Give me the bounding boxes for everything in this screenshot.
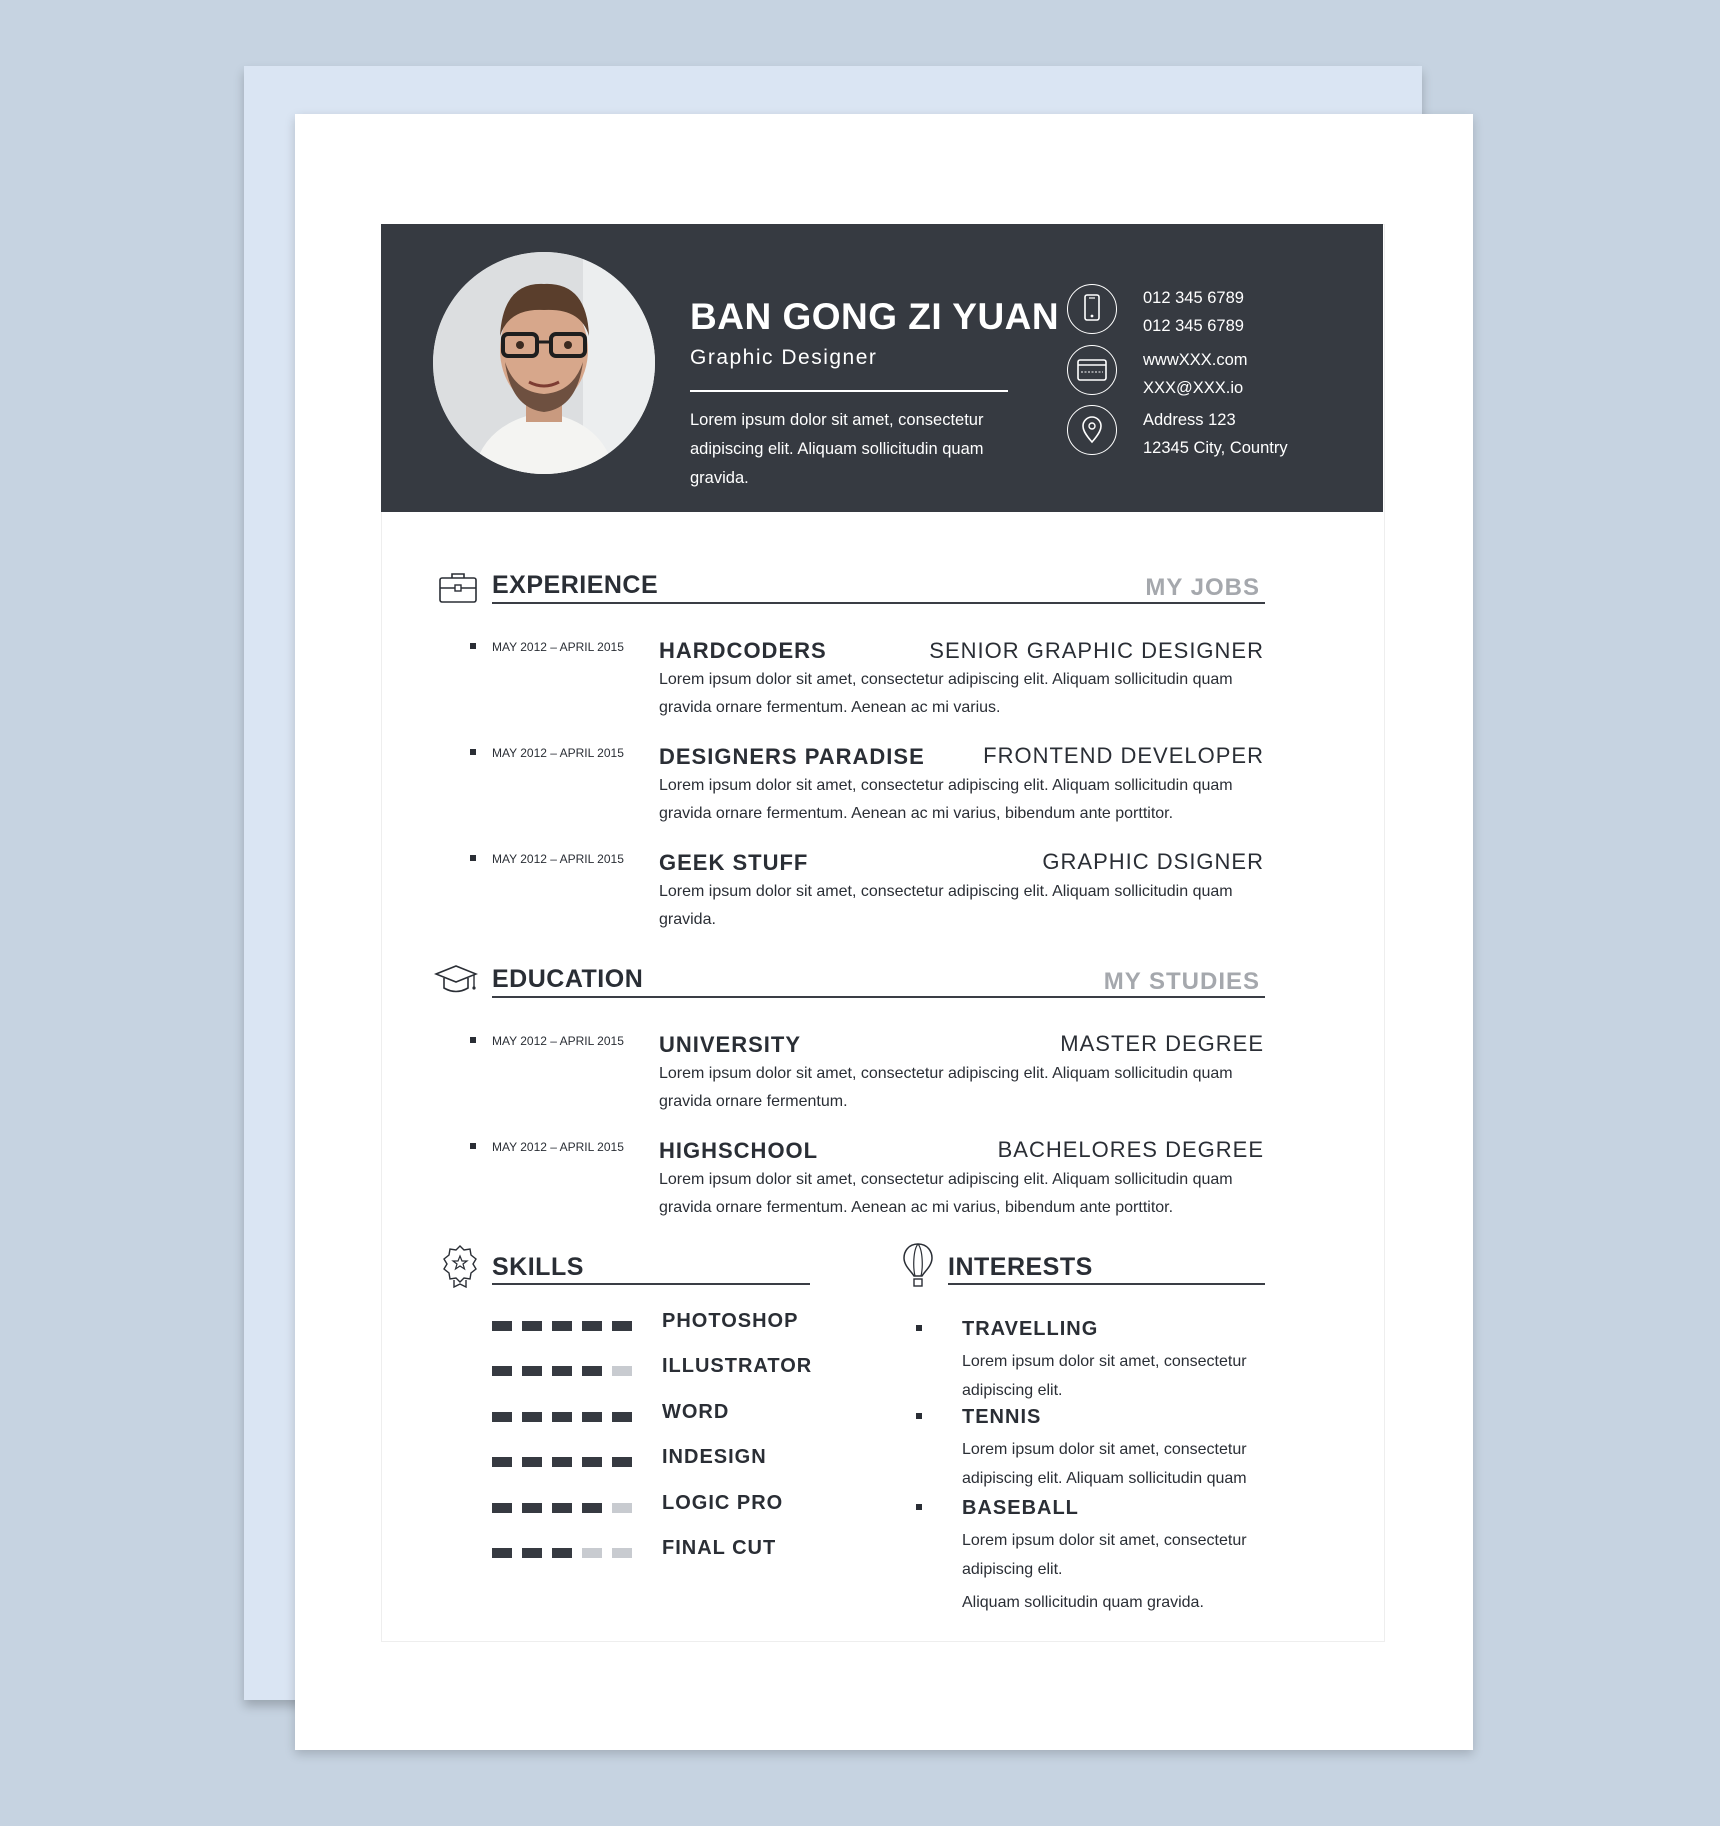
contact-email: XXX@XXX.io [1143, 379, 1244, 397]
contact-phone-line2: 012 345 6789 [1143, 317, 1244, 335]
interests-divider [948, 1283, 1265, 1285]
contact-address-line2: 12345 City, Country [1143, 439, 1288, 457]
skill-level-segment-filled [522, 1366, 542, 1376]
entry-bullet [470, 749, 476, 755]
contact-address-line1: Address 123 [1143, 411, 1236, 429]
skill-level-segment-empty [612, 1366, 632, 1376]
skill-level-segment-filled [522, 1457, 542, 1467]
person-role: Graphic Designer [690, 346, 878, 369]
contact-phone-line1: 012 345 6789 [1143, 289, 1244, 307]
skill-level-segment-filled [492, 1321, 512, 1331]
entry-bullet [470, 1037, 476, 1043]
briefcase-icon [438, 570, 478, 604]
skill-level-segment-filled [582, 1366, 602, 1376]
entry-role: BACHELORES DEGREE [997, 1137, 1264, 1162]
education-subtitle: MY STUDIES [1103, 968, 1260, 995]
skill-level-segment-filled [582, 1457, 602, 1467]
header-divider [690, 390, 1008, 392]
interest-description: Lorem ipsum dolor sit amet, consectetur adipiscing elit. [962, 1353, 1247, 1399]
skill-level-segment-filled [612, 1321, 632, 1331]
skill-name: FINAL CUT [662, 1537, 777, 1559]
experience-subtitle: MY JOBS [1145, 574, 1260, 601]
entry-role: MASTER DEGREE [1060, 1031, 1264, 1056]
skill-level-segment-filled [582, 1412, 602, 1422]
profile-summary: Lorem ipsum dolor sit amet, consectetur adipiscing elit. Aliquam sollicitudin quam gravida. [690, 411, 984, 487]
skill-level-segment-filled [552, 1412, 572, 1422]
education-divider [492, 996, 1265, 998]
skill-name: PHOTOSHOP [662, 1310, 799, 1332]
contact-website: wwwXXX.com [1143, 351, 1248, 369]
entry-description: Lorem ipsum dolor sit amet, consectetur adipiscing elit. Aliquam sollicitudin quam gravida ornare fermentum. Aenean ac mi varius, bibendum ante porttitor. [659, 777, 1233, 822]
skill-level-segment-filled [552, 1503, 572, 1513]
entry-title: HARDCODERS [659, 638, 827, 663]
interest-bullet [916, 1504, 922, 1510]
interests-title: INTERESTS [948, 1253, 1093, 1281]
contact-address [1143, 406, 1288, 462]
interest-description: Lorem ipsum dolor sit amet, consectetur adipiscing elit. Aliquam sollicitudin quam [962, 1441, 1247, 1487]
skill-level-segment-empty [582, 1548, 602, 1558]
skill-level-segment-filled [612, 1457, 632, 1467]
hot-air-balloon-icon [902, 1242, 934, 1288]
contact-web [1143, 346, 1248, 402]
interest-title: BASEBALL [962, 1497, 1079, 1519]
skill-level-segment-filled [492, 1503, 512, 1513]
skill-name: WORD [662, 1401, 730, 1423]
skills-divider [492, 1283, 810, 1285]
graduation-cap-icon [434, 962, 478, 998]
experience-title: EXPERIENCE [492, 571, 659, 599]
entry-role: SENIOR GRAPHIC DESIGNER [929, 638, 1264, 663]
skill-level-segment-filled [492, 1457, 512, 1467]
skill-level-segment-filled [552, 1457, 572, 1467]
skill-level-segment-empty [612, 1548, 632, 1558]
entry-title: UNIVERSITY [659, 1032, 802, 1057]
entry-date: MAY 2012 – APRIL 2015 [492, 640, 624, 654]
skill-level-segment-filled [552, 1321, 572, 1331]
entry-date: MAY 2012 – APRIL 2015 [492, 1140, 624, 1154]
entry-bullet [470, 643, 476, 649]
skills-title: SKILLS [492, 1253, 584, 1281]
entry-role: FRONTEND DEVELOPER [983, 743, 1264, 768]
skill-name: ILLUSTRATOR [662, 1355, 813, 1377]
skill-level-segment-filled [492, 1548, 512, 1558]
interest-bullet [916, 1413, 922, 1419]
phone-icon [1067, 284, 1117, 334]
interest-title: TRAVELLING [962, 1318, 1099, 1340]
entry-description: Lorem ipsum dolor sit amet, consectetur adipiscing elit. Aliquam sollicitudin quam gravida ornare fermentum. [659, 1065, 1233, 1110]
resume-header [381, 224, 1383, 512]
experience-divider [492, 602, 1265, 604]
skill-name: LOGIC PRO [662, 1492, 784, 1514]
skill-level-segment-filled [522, 1412, 542, 1422]
entry-date: MAY 2012 – APRIL 2015 [492, 852, 624, 866]
entry-description: Lorem ipsum dolor sit amet, consectetur adipiscing elit. Aliquam sollicitudin quam gravida ornare fermentum. Aenean ac mi varius. [659, 671, 1233, 716]
interest-title: TENNIS [962, 1406, 1042, 1428]
entry-title: GEEK STUFF [659, 850, 809, 875]
entry-description: Lorem ipsum dolor sit amet, consectetur adipiscing elit. Aliquam sollicitudin quam gravida. [659, 883, 1233, 928]
education-title: EDUCATION [492, 965, 644, 993]
person-name: BAN GONG ZI YUAN [690, 296, 1060, 337]
entry-title: HIGHSCHOOL [659, 1138, 819, 1163]
skill-level-segment-filled [552, 1366, 572, 1376]
skill-level-segment-empty [612, 1503, 632, 1513]
web-icon [1067, 345, 1117, 395]
contact-phone [1143, 284, 1244, 340]
interest-description: Lorem ipsum dolor sit amet, consectetur adipiscing elit. [962, 1532, 1247, 1578]
entry-description: Lorem ipsum dolor sit amet, consectetur adipiscing elit. Aliquam sollicitudin quam gravida ornare fermentum. Aenean ac mi varius, bibendum ante porttitor. [659, 1171, 1233, 1216]
skill-name: INDESIGN [662, 1446, 767, 1468]
skill-level-segment-filled [522, 1548, 542, 1558]
entry-date: MAY 2012 – APRIL 2015 [492, 1034, 624, 1048]
skill-level-segment-filled [582, 1321, 602, 1331]
entry-bullet [470, 855, 476, 861]
award-badge-icon [442, 1244, 478, 1288]
skill-level-segment-filled [552, 1548, 572, 1558]
skill-level-segment-filled [522, 1503, 542, 1513]
skill-level-segment-filled [522, 1321, 542, 1331]
skill-level-segment-filled [492, 1366, 512, 1376]
interest-footer-note: Aliquam sollicitudin quam gravida. [962, 1594, 1204, 1611]
interest-bullet [916, 1325, 922, 1331]
skill-level-segment-filled [492, 1412, 512, 1422]
entry-title: DESIGNERS PARADISE [659, 744, 925, 769]
entry-bullet [470, 1143, 476, 1149]
entry-role: GRAPHIC DSIGNER [1042, 849, 1264, 874]
entry-date: MAY 2012 – APRIL 2015 [492, 746, 624, 760]
skill-level-segment-filled [582, 1503, 602, 1513]
skill-level-segment-filled [612, 1412, 632, 1422]
profile-photo [433, 252, 655, 474]
location-pin-icon [1067, 405, 1117, 455]
